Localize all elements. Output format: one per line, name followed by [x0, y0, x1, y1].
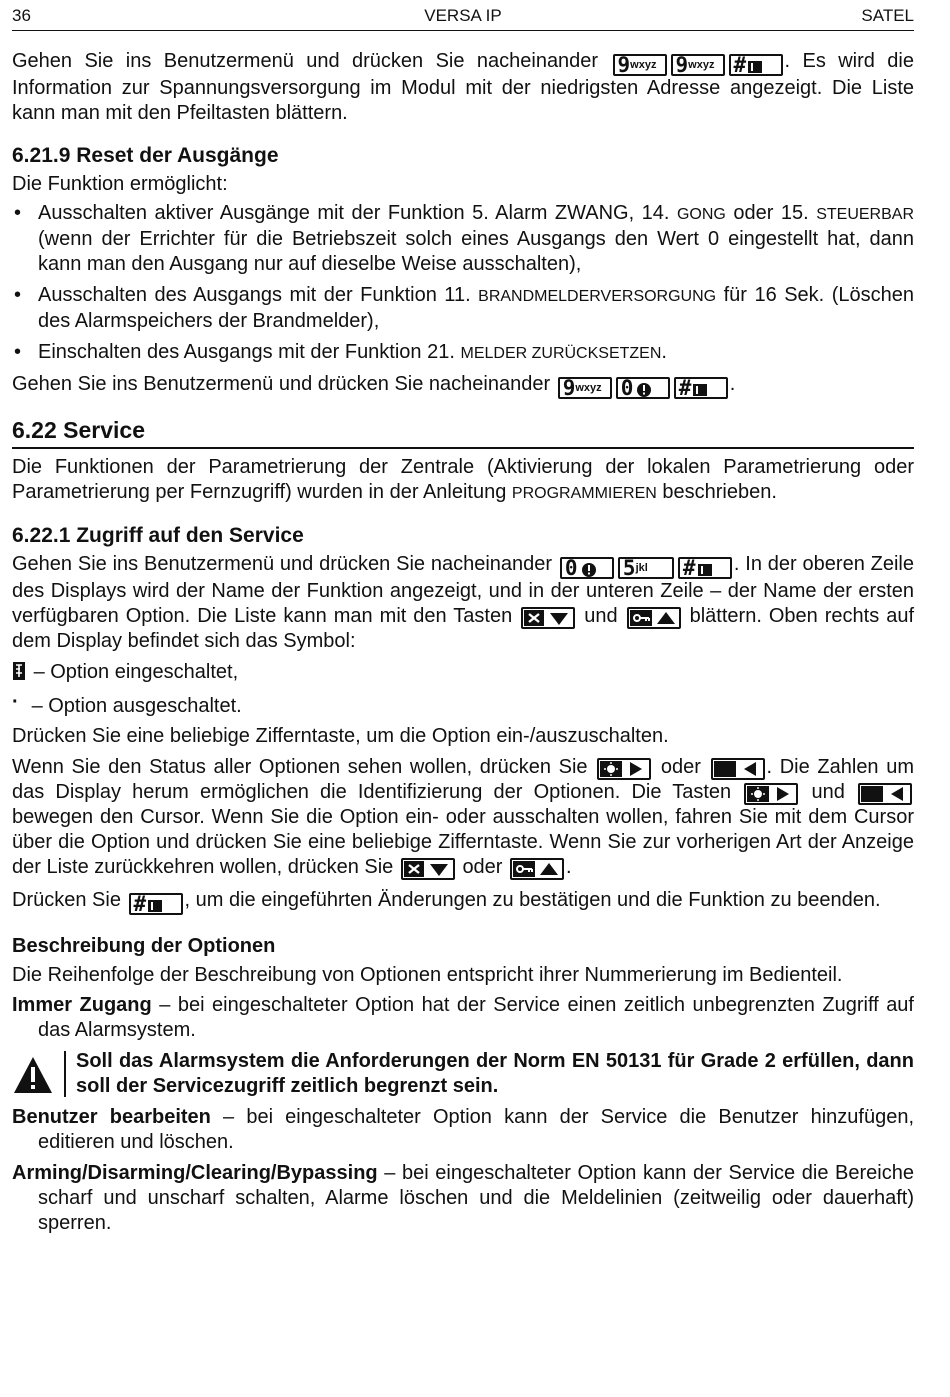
option-off-icon: · — [12, 691, 19, 713]
option-off-line: · – Option ausgeschaltet. — [12, 691, 242, 717]
key-moon-left-icon — [711, 758, 765, 780]
key-5-icon: $5^{jkl}$ — [618, 557, 674, 579]
list-item: • Einschalten des Ausgangs mit der Funktion 21. MELDER ZURÜCKSETZEN. — [12, 340, 914, 366]
option-definition: Immer Zugang – bei eingeschalteter Option hat der Service einen zeitlich unbegrenzten Zugriff auf das Alarmsystem. — [12, 994, 914, 1041]
key-hash-icon: # — [678, 557, 732, 579]
warning-note — [12, 1049, 914, 1099]
option-term: Immer Zugang — [12, 994, 152, 1016]
option-on-icon — [12, 661, 28, 681]
option-term: Arming/Disarming/Clearing/Bypassing — [12, 1162, 378, 1184]
section-heading-6-22: 6.22 Service — [12, 415, 914, 449]
section-footer-paragraph: Gehen Sie ins Benutzermenü und drücken Sie nacheinander $9^{wxyz}$ 0 # . — [12, 373, 736, 400]
service-paragraph: Die Funktionen der Parametrierung der Zentrale (Aktivierung der lokalen Parametrierung oder Parametrierung per Fernzugriff) wurden in der Anleitung PROGRAMMIEREN beschrieben. — [12, 456, 914, 503]
key-key-up-icon — [627, 607, 681, 629]
option-on-line: – Option eingeschaltet, — [12, 660, 914, 685]
key-x-down-icon — [401, 858, 455, 880]
confirm-paragraph: Drücken Sie # , um die eingeführten Änderungen zu bestätigen und die Funktion zu beenden. — [12, 889, 881, 916]
options-lead: Die Reihenfolge der Beschreibung von Optionen entspricht ihrer Nummerierung im Bedienteil. — [12, 964, 843, 986]
key-x-down-icon — [521, 607, 575, 629]
toggle-paragraph: Drücken Sie eine beliebige Zifferntaste, um die Option ein-/auszuschalten. — [12, 725, 669, 747]
function-list — [12, 201, 914, 366]
page-number: 36 — [12, 6, 31, 25]
list-item: • Ausschalten aktiver Ausgänge mit der Funktion 5. Alarm ZWANG, 14. GONG oder 15. STEUERBAR (wenn der Errichter für die Betriebszeit solch eines Ausgangs den Wert 0 eingestellt hat, dann kann man den Ausgang nur auf dieselbe Weise ausschalten), — [12, 201, 914, 277]
option-definition: Benutzer bearbeiten – bei eingeschalteter Option kann der Service die Benutzer hinzufügen, editieren und löschen. — [12, 1106, 915, 1153]
key-sun-right-icon — [744, 783, 798, 805]
section-heading-6-22-1: 6.22.1 Zugriff auf den Service — [12, 524, 304, 547]
key-9-icon: $9^{wxyz}$ — [613, 54, 667, 76]
key-key-up-icon — [510, 858, 564, 880]
key-0-icon: 0 — [560, 557, 614, 579]
key-9-icon: $9^{wxyz}$ — [558, 377, 612, 399]
section-heading-6-21-9: 6.21.9 Reset der Ausgänge — [12, 144, 279, 167]
status-paragraph: Wenn Sie den Status aller Optionen sehen wollen, drücken Sie oder . Die Zahlen um das Display herum ermöglichen die Identifizierung der Optionen. Die Tasten und bewegen den Cursor. Wenn Sie die Option ein- oder ausschalten wollen, fahren Sie mit dem Cursor über die Option und drücken Sie eine beliebige Zifferntaste. Wenn Sie zur vorherigen Art der Anzeige der Liste zurückkehren wollen, drücken Sie oder . — [12, 756, 914, 878]
page-header — [12, 2, 914, 31]
header-brand: SATEL — [861, 6, 914, 25]
key-9-icon: $9^{wxyz}$ — [671, 54, 725, 76]
section-lead: Die Funktion ermöglicht: — [12, 173, 228, 195]
key-moon-left-icon — [858, 783, 912, 805]
option-definition: Arming/Disarming/Clearing/Bypassing – bei eingeschalteter Option kann der Service die Bereiche scharf und unscharf schalten, Alarme löschen und die Meldelinien (zeitweilig oder dauerhaft) sperren. — [12, 1162, 914, 1234]
key-hash-icon: # — [729, 54, 783, 76]
key-hash-icon: # — [129, 893, 183, 915]
options-list — [12, 993, 914, 1236]
key-0-icon: 0 — [616, 377, 670, 399]
list-item: • Ausschalten des Ausgangs mit der Funktion 11. BRANDMELDERVERSORGUNG für 16 Sek. (Löschen des Alarmspeichers der Brandmelder), — [12, 283, 914, 334]
option-term: Benutzer bearbeiten — [12, 1106, 211, 1128]
key-hash-icon: # — [674, 377, 728, 399]
warning-icon — [12, 1055, 54, 1095]
header-title: VERSA IP — [424, 6, 502, 25]
document-page — [12, 0, 914, 1236]
options-heading: Beschreibung der Optionen — [12, 935, 276, 957]
intro-paragraph: Gehen Sie ins Benutzermenü und drücken Sie nacheinander $9^{wxyz}$ $9^{wxyz}$ # . Es wird die Information zur Spannungsversorgung im Modul mit der niedrigsten Adresse angezeigt. Die Liste kann man mit den Pfeiltasten blättern. — [12, 50, 914, 124]
key-sun-right-icon — [597, 758, 651, 780]
access-paragraph: Gehen Sie ins Benutzermenü und drücken Sie nacheinander 0 $5^{jkl}$ # . In der oberen Zeile des Displays wird der Name der Funktion angezeigt, und in der unteren Zeile – der Name der ersten verfügbaren Option. Die Liste kann man mit den Tasten und blättern. Oben rechts auf dem Display befindet sich das Symbol: — [12, 553, 915, 652]
warning-text: Soll das Alarmsystem die Anforderungen der Norm EN 50131 für Grade 2 erfüllen, dann soll der Servicezugriff zeitlich begrenzt sein. — [76, 1050, 914, 1097]
